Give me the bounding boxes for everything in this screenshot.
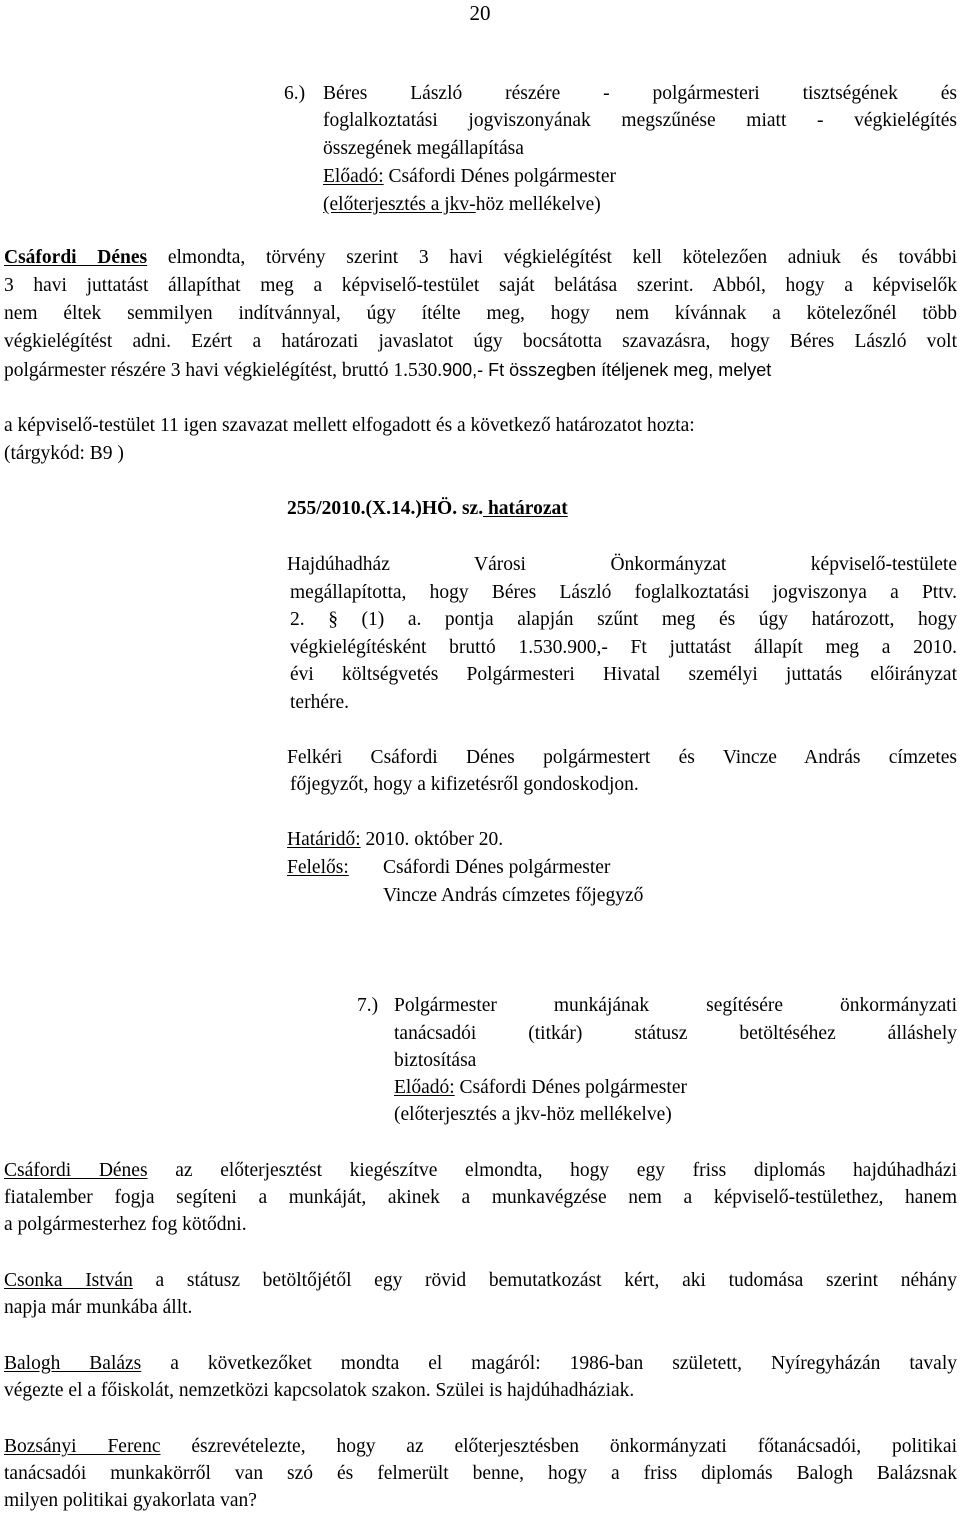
resolution-line5: évi költségvetés Polgármesteri Hivatal személyi juttatás előirányzat	[290, 664, 957, 685]
p5-line1: Bozsányi Ferenc észrevételezte, hogy az előterjesztésben önkormányzati főtanácsadói, politikai	[4, 1436, 957, 1457]
resolution-title: 255/2010.(X.14.)HÖ. sz. határozat	[287, 498, 568, 519]
resolution-line4: végkielégítésként bruttó 1.530.900,- Ft juttatást állapít meg a 2010.	[290, 637, 957, 658]
presenter-label: Előadó:	[323, 166, 384, 187]
p1-line3: nem éltek semmilyen indítvánnyal, úgy ítélte meg, hogy nem kívánnak a kötelezőnél több	[4, 303, 957, 324]
p2-line3: a polgármesterhez fog kötődni.	[4, 1214, 247, 1235]
attachment-rest: höz mellékelve)	[475, 194, 601, 215]
p3-line1: Csonka István a státusz betöltőjétől egy rövid bemutatkozást kért, aki tudomása szerint néhány	[4, 1270, 958, 1291]
responsible-value1: Csáfordi Dénes polgármester	[383, 857, 611, 878]
p4-line1: Balogh Balázs a következőket mondta el magáról: 1986-ban született, Nyíregyházán tavaly	[4, 1353, 957, 1374]
item6-number: 6.)	[284, 83, 306, 104]
responsible-value2: Vincze András címzetes főjegyző	[383, 885, 644, 906]
item7-attachment: (előterjesztés a jkv-höz mellékelve)	[394, 1104, 672, 1125]
item6-title-line3: összegének megállapítása	[323, 138, 524, 159]
item7-number: 7.)	[357, 995, 379, 1016]
speaker-name: Csonka István	[4, 1270, 133, 1291]
speaker-name: Balogh Balázs	[4, 1353, 142, 1374]
p3-line2: napja már munkába állt.	[4, 1297, 193, 1318]
speaker-name: Csáfordi Dénes	[4, 247, 148, 268]
item7-presenter: Előadó: Csáfordi Dénes polgármester	[394, 1077, 687, 1098]
p4-line2: végezte el a főiskolát, nemzetközi kapcsolatok szakon. Szülei is hajdúhadháziak.	[4, 1380, 635, 1401]
p5-line3: milyen politikai gyakorlata van?	[4, 1490, 257, 1511]
resolution-line1: Hajdúhadház Városi Önkormányzat képviselő-testülete	[287, 554, 957, 575]
resolution-line6: terhére.	[290, 692, 349, 713]
resolution-line3: 2. § (1) a. pontja alapján szűnt meg és úgy határozott, hogy	[290, 609, 957, 630]
speaker-name: Bozsányi Ferenc	[4, 1436, 161, 1457]
p2-line1: Csáfordi Dénes az előterjesztést kiegészítve elmondta, hogy egy friss diplomás hajdúhadházi	[4, 1160, 958, 1181]
p2-line2: fiatalember fogja segíteni a munkáját, akinek a munkavégzése nem a képviselő-testülethez, hanem	[4, 1187, 957, 1208]
item6-title-line1: Béres László részére - polgármesteri tisztségének és	[323, 83, 957, 104]
item7-title-line1: Polgármester munkájának segítésére önkormányzati	[394, 995, 957, 1016]
responsible: Felelős:	[287, 857, 349, 878]
vote-line1: a képviselő-testület 11 igen szavazat mellett elfogadott és a következő határozatot hozta:	[4, 415, 695, 436]
item6-attachment	[323, 193, 601, 217]
item7-title-line2: tanácsadói (titkár) státusz betöltéséhez álláshely	[394, 1023, 957, 1044]
p1-line5: polgármester részére 3 havi végkielégítést, bruttó 1.530.900,- Ft összegben ítéljenek meg, melyet	[4, 360, 772, 381]
p1-line4: végkielégítést adni. Ezért a határozati javaslatot úgy bocsátotta szavazásra, hogy Béres László volt	[4, 331, 957, 352]
item6-title-line2: foglalkoztatási jogviszonyának megszűnése miatt - végkielégítés	[323, 110, 957, 131]
speaker-name: Csáfordi Dénes	[4, 1160, 148, 1181]
p1-line1: Csáfordi Dénes elmondta, törvény szerint 3 havi végkielégítést kell kötelezően adniuk és további	[4, 247, 957, 268]
request-line1: Felkéri Csáfordi Dénes polgármestert és Vincze András címzetes	[287, 747, 957, 768]
resolution-line2: megállapította, hogy Béres László foglalkoztatási jogviszonya a Pttv.	[290, 582, 957, 603]
request-line2: főjegyzőt, hogy a kifizetésről gondoskodjon.	[290, 774, 639, 795]
p1-line2: 3 havi juttatást állapíthat meg a képviselő-testület saját belátása szerint. Abból, hogy a képviselők	[4, 275, 957, 296]
page-number: 20	[469, 1, 491, 25]
deadline: Határidő: 2010. október 20.	[287, 829, 504, 850]
item7-title-line3: biztosítása	[394, 1050, 477, 1071]
presenter-value: Csáfordi Dénes polgármester	[383, 166, 616, 187]
item6-presenter	[323, 165, 616, 189]
vote-line2: (tárgykód: B9 )	[4, 443, 124, 464]
attachment-underlined: (előterjesztés a jkv-	[323, 194, 476, 215]
p5-line2: tanácsadói munkakörről van szó és felmerült benne, hogy a friss diplomás Balogh Balázsnak	[4, 1463, 957, 1484]
